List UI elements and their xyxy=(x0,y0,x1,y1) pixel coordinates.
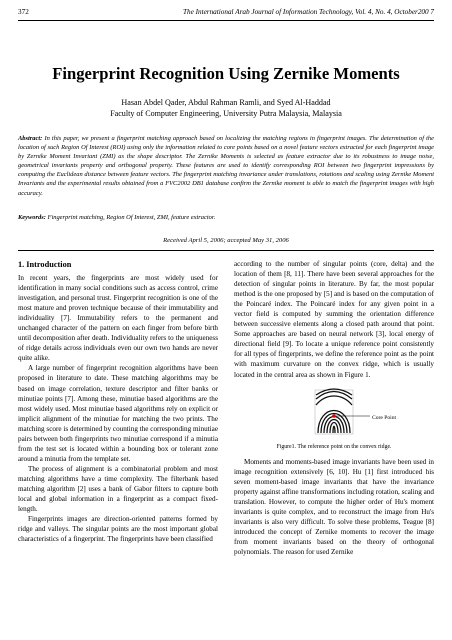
paragraph: Moments and moments-based image invariants have been used in image recognition extensively [6, 10]. Hu [1] first introduced his seven moment-based image invariants that have the invariance property against affine transformations including rotation, scaling and translation. However, to compute the higher order of Hu's moment invariants is quite complex, and to reconstruct the image from Hu's invariants is also very difficult. To solve these problems, Teague [8] introduced the concept of Zernike moments to recover the image from moment invariants based on the theory of orthogonal polynomials. The reason for used Zernike xyxy=(234,457,434,556)
figure-1 xyxy=(234,383,434,453)
journal-citation: The International Arab Journal of Information Technology, Vol. 4, No. 4, October200 7 xyxy=(183,8,434,16)
fingerprint-image xyxy=(234,383,434,441)
paragraph: A large number of fingerprint recognition algorithms have been proposed in literature to date. These matching algorithms may be based on image correlation, texture descriptor and filter banks or minutiae points [7]. Among these, minutiae based algorithms are the most widely used. Most minutiae based algorithms rely on explicit or implicit alignment of the minutiae for matching the two prints. The matching score is determined by counting the corresponding minutiae pairs between both fingerprints two minutiae correspond if a minutia from the test set is located within a bounding box or tolerant zone around a minutia from the template set. xyxy=(18,364,218,463)
left-column xyxy=(18,259,218,544)
section-heading: 1. Introduction xyxy=(18,260,72,269)
received-dates: Received April 5, 2006; accepted May 31, 2006 xyxy=(163,237,289,244)
keywords-label: Keywords: xyxy=(18,214,46,221)
keywords-text: Fingerprint matching, Region Of Interest, ZMI, feature extractor. xyxy=(47,214,216,221)
right-column xyxy=(234,259,434,557)
page-number: 372 xyxy=(18,8,29,16)
core-point-marker xyxy=(332,414,336,418)
abstract xyxy=(18,134,434,198)
running-header xyxy=(18,8,434,20)
paragraph: In recent years, the fingerprints are most widely used for identification in many social conditions such as access control, crime investigation, and personal trust. Fingerprint recognition is one of the most mature and proven technique because of their immutability and individuality [7]. Immutability refers to the permanent and unchanged character of the pattern on each finger from before birth until decomposition after death. Individuality refers to the uniqueness of ridge details across individuals even our own two hands are never quite alike. xyxy=(18,274,218,363)
header-rule xyxy=(18,20,434,21)
paragraph: The process of alignment is a combinatorial problem and most matching algorithms have a time complexity. The filterbank based matching algorithm [2] uses a bank of Gabor filters to capture both local and global information in a fingerprint as a compact fixed-length. xyxy=(18,464,218,514)
paper-title: Fingerprint Recognition Using Zernike Moments xyxy=(52,64,400,83)
paragraph: according to the number of singular points (core, delta) and the location of them [8, 11]. There have been several approaches for the detection of singular points in literature. By far, the most popular method is the one proposed by [5] and is based on the computation of the Poincaré index. The Poincaré index for any given point in a vector field is computed by summing the orientation difference between successive elements along a closed path around that point. Some approaches are based on neural network [3], local energy of directional field [9]. To locate a unique reference point consistently for all types of fingerprints, we define the reference point as the point with maximum curvature on the convex ridge, which is usually located in the central area as shown in Figure 1. xyxy=(234,260,434,379)
section-rule xyxy=(18,250,434,251)
paragraph: Fingerprints images are direction-oriented patterns formed by ridge and valleys. The singular points are the most important global characteristics of a fingerprint. The fingerprints have been classified xyxy=(18,515,218,544)
abstract-text: In this paper, we present a fingerprint matching approach based on localizing the matching regions in fingerprint images. The determination of the location of such Region Of Interest (ROI) using only the information related to core points based on a novel feature vectors extracted for each fingerprint image by Zernike Moment Invariant (ZMI) as the shape descriptor. The Zernike Moments is selected as feature extractor due to its robustness to image noise, geometrical invariants property and orthogonal property. These features are used to identify corresponding ROI between two fingerprint impressions by computing the Euclidean distance between feature vectors. The fingerprint matching invariance under translations, rotations and scaling using Zernike Moment Invariants and the experimental results obtained from a FVC2002 DB1 database confirm the Zernike moment is able to match the fingerprint images with high accuracy. xyxy=(18,135,435,197)
author-names: Hasan Abdel Qader, Abdul Rahman Ramli, and Syed Al-Haddad xyxy=(121,98,331,107)
author-block xyxy=(18,98,434,119)
figure-caption: Figure1. The reference point on the convex ridge. xyxy=(276,443,392,450)
core-point-label: Core Point xyxy=(372,414,397,421)
keywords xyxy=(18,213,434,222)
author-affiliation: Faculty of Computer Engineering, University Putra Malaysia, Malaysia xyxy=(110,108,342,118)
abstract-label: Abstract: xyxy=(18,135,43,142)
